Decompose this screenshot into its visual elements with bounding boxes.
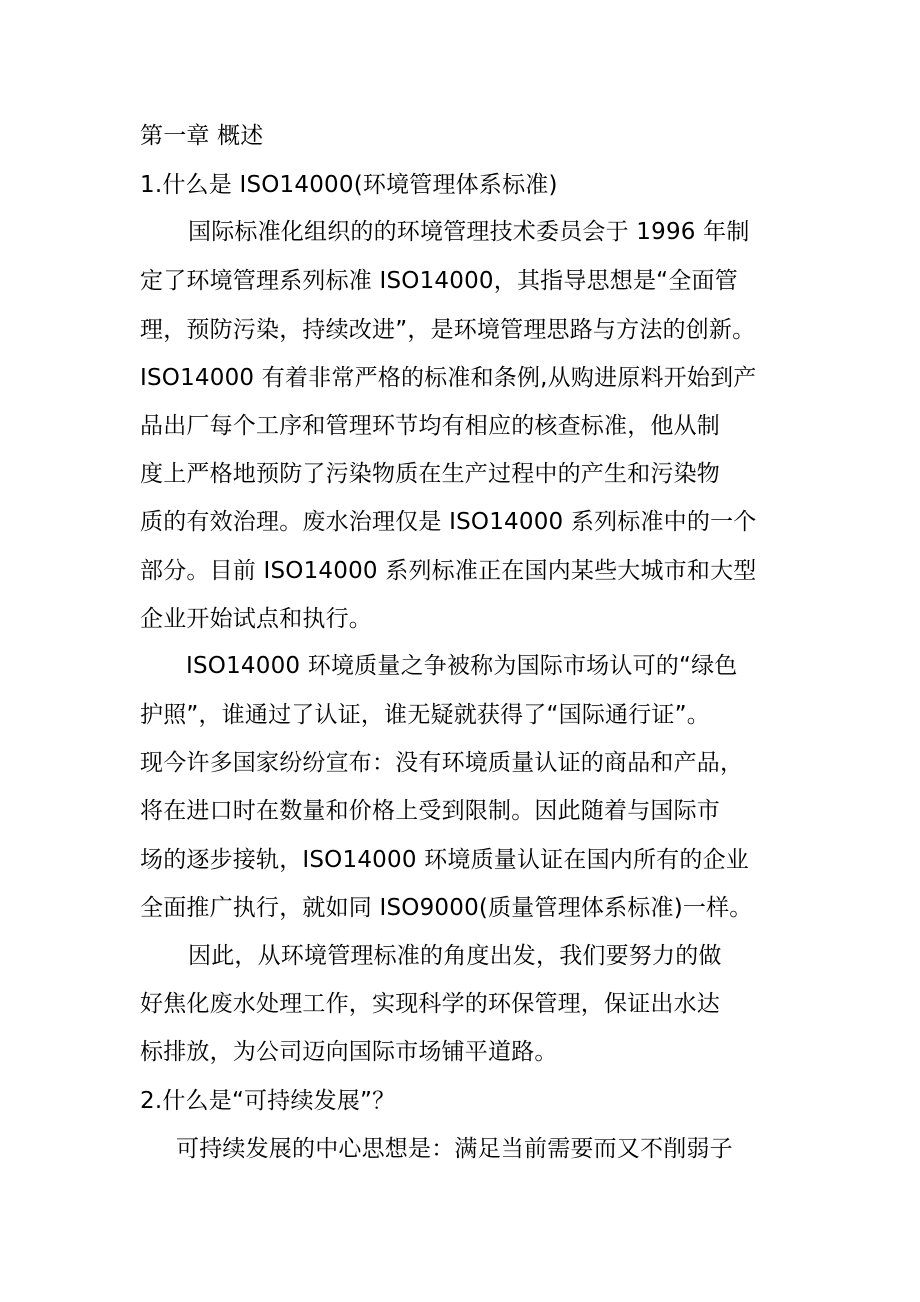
section-1-heading: 1.什么是 ISO14000(环境管理体系标准)	[140, 172, 558, 198]
paragraph-line: ISO14000 环境质量之争被称为国际市场认可的“绿色	[186, 653, 738, 679]
paragraph-line: 可持续发展的中心思想是：满足当前需要而又不削弱子	[176, 1136, 733, 1162]
paragraph-line: 全面推广执行，就如同 ISO9000(质量管理体系标准)一样。	[140, 895, 753, 921]
paragraph-line: 质的有效治理。废水治理仅是 ISO14000 系列标准中的一个	[140, 509, 757, 535]
paragraph-line: 现今许多国家纷纷宣布：没有环境质量认证的商品和产品，	[140, 750, 744, 776]
paragraph-line: 将在进口时在数量和价格上受到限制。因此随着与国际市	[140, 798, 720, 824]
paragraph-line: 国际标准化组织的的环境管理技术委员会于 1996 年制	[188, 219, 750, 245]
paragraph-line: 理，预防污染，持续改进”，是环境管理思路与方法的创新。	[140, 317, 756, 343]
paragraph-line: 好焦化废水处理工作，实现科学的环保管理，保证出水达	[140, 991, 720, 1017]
paragraph-line: 部分。目前 ISO14000 系列标准正在国内某些大城市和大型	[140, 558, 757, 584]
paragraph-line: 定了环境管理系列标准 ISO14000，其指导思想是“全面管	[140, 268, 738, 294]
paragraph-line: 标排放，为公司迈向国际市场铺平道路。	[140, 1039, 558, 1065]
paragraph-line: 品出厂每个工序和管理环节均有相应的核查标准，他从制	[140, 413, 720, 439]
chapter-title: 第一章 概述	[140, 123, 264, 149]
paragraph-line: 护照”，谁通过了认证，谁无疑就获得了“国际通行证”。	[140, 702, 710, 728]
paragraph-line: 企业开始试点和执行。	[140, 606, 372, 632]
section-2-heading: 2.什么是“可持续发展”？	[140, 1088, 396, 1114]
paragraph-line: 度上严格地预防了污染物质在生产过程中的产生和污染物	[140, 461, 720, 487]
paragraph-line: ISO14000 有着非常严格的标准和条例,从购进原料开始到产	[140, 365, 757, 391]
paragraph-line: 因此，从环境管理标准的角度出发，我们要努力的做	[188, 943, 722, 969]
paragraph-line: 场的逐步接轨，ISO14000 环境质量认证在国内所有的企业	[140, 847, 749, 873]
